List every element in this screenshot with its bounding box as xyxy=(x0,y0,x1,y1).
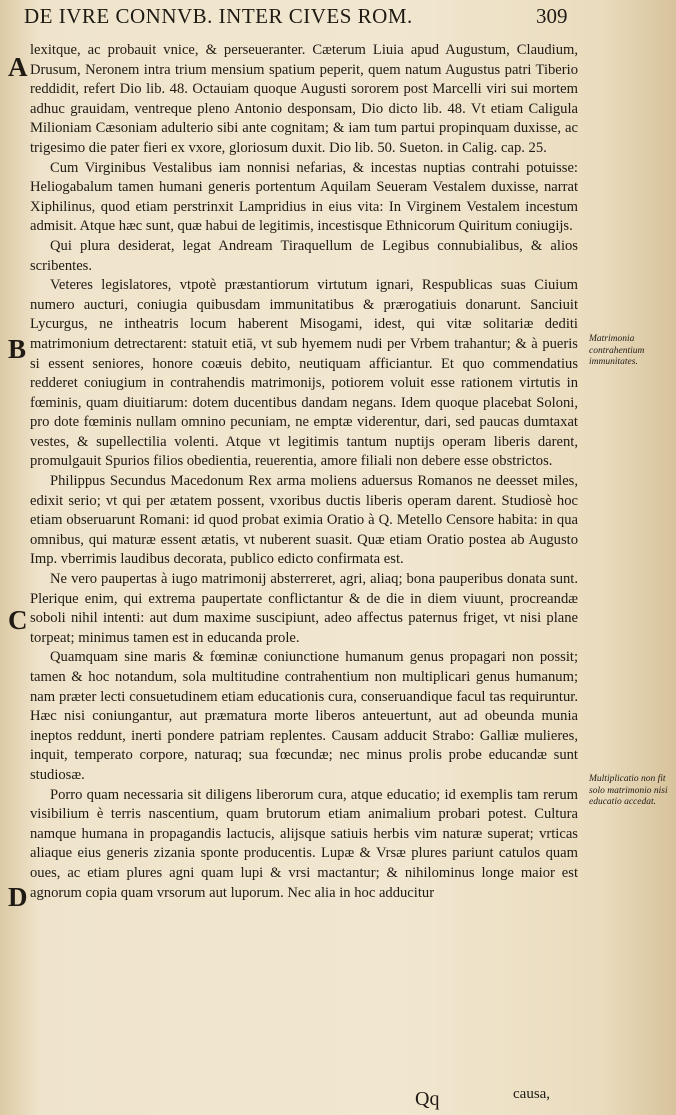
paragraph: Cum Virginibus Vestalibus iam nonnisi nefarias, & incestas nuptias contrahi potuisse: Heliogabalum tamen humani generis portentum Aquilam Seueram Vestalem duxisse, narrat Xiphilinus, quod etiam perstrinxit Lampridius in eius vita: In Virginem Vestalem incestum admisit. Atque hæc sunt, quæ habui de legitimis, incestisque Ethnicorum Quiritum coniugijs. xyxy=(30,159,578,235)
paragraph: Ne vero paupertas à iugo matrimonij absterreret, agri, aliaq; bona pauperibus donata sunt. Plerique enim, qui extrema paupertate conflictantur & de die in diem viuunt, procreandæ soboli nihil intenti: aut dum maxime suscipiunt, adeo affectus paternus friget, vt nisi plane torpeat; minimus tamen est in educanda prole. xyxy=(30,571,578,646)
text-body xyxy=(30,41,578,903)
paragraph: Quamquam sine maris & fœminæ coniunctione humanum genus propagari non possit; tamen & hoc notandum, sola multitudine contrahentium non multiplicari genus humanum; nam præter lecti consuetudinem etiam educationis cura, conseruandique facul tas requiruntur. Hæc nisi coniungantur, aut præmatura morte liberos anteuertunt, aut ad obeunda munia ineptos reddunt, inerti pondere patriam replentes. Causam adducit Strabo: Galliæ mulieres, inquit, temperato corpore, naturaq; sua fœcundæ; nec minus prolis probe educandæ sunt studiosæ. xyxy=(30,649,578,783)
section-letter-a: A xyxy=(8,52,28,82)
section-letter-c: C xyxy=(8,605,28,635)
paragraph: Philippus Secundus Macedonum Rex arma moliens aduersus Romanos ne deesset miles, edixit serio; vt qui per ætatem possent, vxoribus ductis liberis operam darent. Studiosè hoc etiam obseruarunt Romani: id quod probat eximia Oratio à Q. Metello Censore habita: in qua omnibus, qui maturæ essent ætatis, vt nuberent suasit. Quæ etiam Oratio postea ab Augusto Imp. vberrimis laudibus decorata, publico edicto confirmata est. xyxy=(30,473,578,568)
margin-note: Matrimonia contrahentium immunitates. xyxy=(589,334,645,367)
running-head: DE IVRE CONNVB. INTER CIVES ROM. xyxy=(24,4,413,28)
paragraph: Porro quam necessaria sit diligens liberorum cura, atque educatio; id exemplis tam rerum visibilium è terris nascentium, quam brutorum etiam animalium probari potest. Cultura namque humana in propagandis lactucis, alijsque satiuis herbis vim naturæ superat; vrticas aliaque eius generis zizania sponte producentis. Lupæ & Vrsæ plures pariunt catulos quam oues, ac etiam plures agni quam lupi & vrsi mactantur; & nihilominus longe maior est agnorum copia quam vrsorum aut luporum. Nec alia in hoc adducitur xyxy=(30,786,578,901)
paragraph: lexitque, ac probauit vnice, & perseueranter. Cæterum Liuia apud Augustum, Claudium, Drusum, Neronem intra trium mensium spatium peperit, quem natum Augustus patri Tiberio reddidit, refert Dio lib. 48. Octauiam quoque Augusti sororem post Marcelli viri sui mortem adhuc grauidam, ventreque pleno Antonio desponsam, Dio dicto lib. 48. Vt etiam Caligula Milioniam Cæsoniam adulterio sibi ante cognitam; & iam tum partui propinquam duxisse, ac trigesimo die pater fieri ex vxore, gloriosum duxit. Dio lib. 50. Sueton. in Calig. cap. 25. xyxy=(30,42,578,156)
page-number: 309 xyxy=(536,4,568,28)
section-letter-d: D xyxy=(8,882,28,912)
margin-note: Multiplicatio non fit solo matrimonio nisi educatio accedat. xyxy=(589,774,668,807)
catchword: causa, xyxy=(513,1086,551,1102)
section-letter-b: B xyxy=(8,334,27,364)
paragraph: Veteres legislatores, vtpotè præstantiorum virtutum ignari, Respublicas suas Ciuium numero aucturi, coniugia quibusdam immunitatibus & prærogatiuis donarunt. Sanciuit Lycurgus, ne intheatris locum haberent Misogami, idest, qui vitæ solitariæ dediti matrimonium detrectarent: statuit etiā, vt sub hyemem nudi per Vrbem trahantur; & à pueris si essent seniores, honore coæuis debito, neutiquam afficiantur. Et quo commendatius redderet coniugium in contrahendis matrimonijs, potiorem voluit esse rationem virtutis in fœminis, quam diuitiarum: dotem ducentibus dandam negans. Idem quoque placebat Soloni, pro dote fœminis nullam omnino pecuniam, ne emptæ viderentur, dari, sed paucas dumtaxat vestes, & supellectilia volenti. Atque vt legitimis tantum nuptijs operam liberis darent, promulgauit Spurios filios obedientia, reuerentia, amore filiali non debere esse obstrictos. xyxy=(30,277,578,470)
signature-mark: Qq xyxy=(415,1088,440,1110)
paragraph: Qui plura desiderat, legat Andream Tiraquellum de Legibus connubialibus, & alios scribentes. xyxy=(30,237,578,274)
page-footer xyxy=(30,1070,578,1110)
